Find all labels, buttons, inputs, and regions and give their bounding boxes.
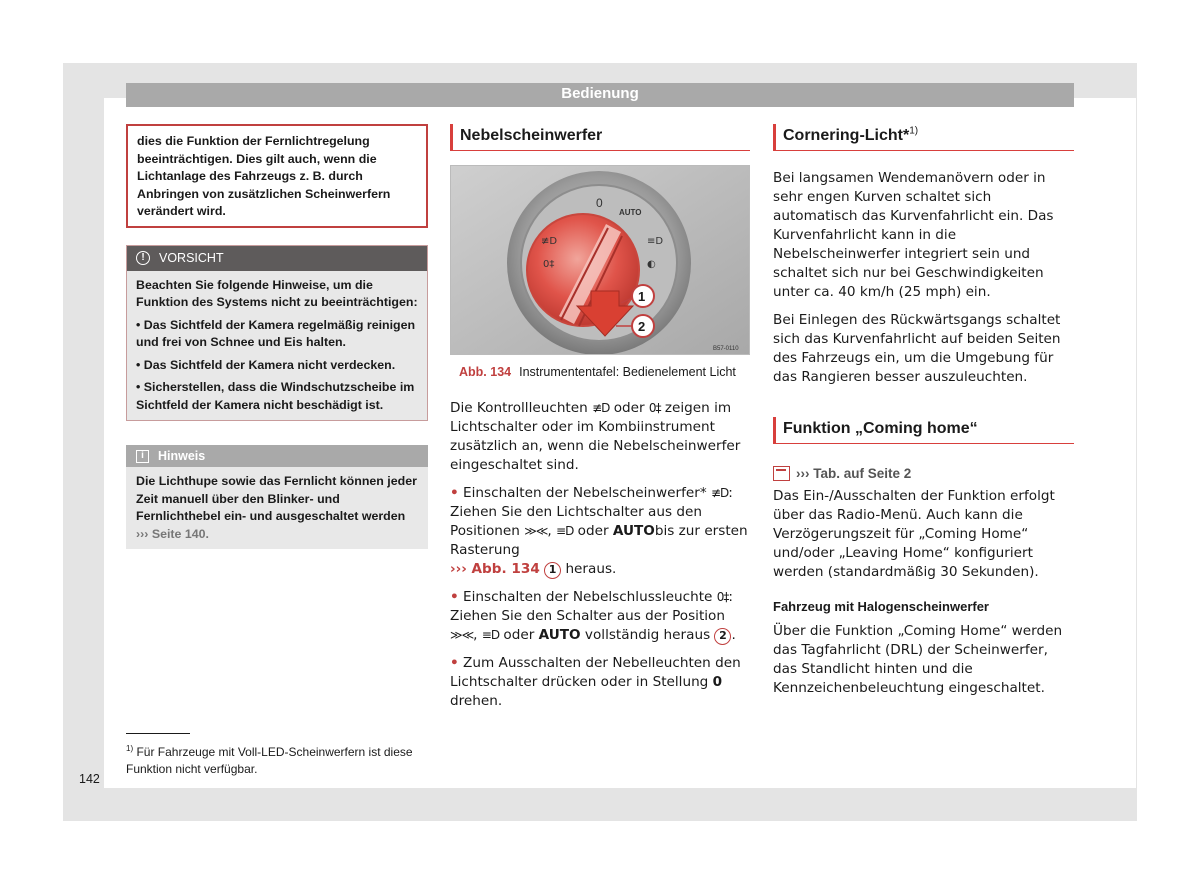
column-right	[773, 124, 1074, 707]
footnote-marker: 1)	[909, 125, 919, 137]
text-run: oder	[609, 400, 649, 416]
table-ref-text: ››› Tab. auf Seite 2	[796, 466, 912, 481]
column-middle	[450, 124, 750, 720]
bullet-icon: •	[450, 589, 459, 605]
caution-body	[127, 271, 427, 421]
bullet-icon: •	[450, 655, 459, 671]
figure-ref-link[interactable]: ››› Abb. 134	[450, 561, 540, 577]
page-number: 142	[79, 772, 100, 786]
text-run: bis zur ersten Rasterung	[450, 523, 748, 558]
text-run: zeigen im Lichtschalter oder im Kombiinstrument zusätzlich an, wenn die Nebelscheinwerfer eingeschaltet sind.	[450, 400, 741, 473]
caption-text: Instrumententafel: Bedienelement Licht	[519, 365, 736, 379]
callout-one-label: 1	[638, 289, 646, 304]
figure-light-switch	[450, 165, 750, 355]
text-run: Einschalten der Nebelschlussleuchte	[463, 589, 717, 605]
footnote-rule	[126, 733, 190, 734]
bullet-fog-off	[450, 654, 750, 711]
text-run: Die Kontrollleuchten	[450, 400, 593, 416]
parking-light-symbol: ◐	[647, 259, 656, 270]
fog-light-icon: ≢D	[592, 401, 610, 415]
text-run: ,	[473, 627, 482, 643]
text-run: oder	[573, 523, 613, 539]
low-beam-symbol: ≡D	[647, 236, 664, 247]
fog-lights-text	[450, 399, 750, 711]
callout-ref-one: 1	[544, 562, 561, 579]
rear-fog-light-icon: 0‡	[648, 401, 661, 415]
caution-title: VORSICHT	[159, 251, 224, 266]
figure-caption	[450, 364, 750, 381]
warning-continuation: dies die Funktion der Fernlichtregelung beeinträchtigen. Dies gilt auch, wenn die Lichtanlage des Fahrzeugs z. B. durch Anbringen von zusätzlichen Scheinwerfern verändert wird.	[126, 124, 428, 228]
caution-item: • Das Sichtfeld der Kamera regelmäßig reinigen und frei von Schnee und Eis halten.	[136, 317, 416, 350]
low-beam-icon: ≡D	[481, 628, 500, 642]
fog-light-icon: ≢D	[710, 486, 729, 500]
figure-code: B57-0110	[713, 346, 739, 352]
cornering-heading-text: Cornering-Licht*	[783, 127, 910, 144]
low-beam-icon: ≡D	[556, 524, 574, 538]
auto-position-label: AUTO	[612, 523, 655, 539]
bullet-rear-fog-on	[450, 588, 750, 645]
note-body	[126, 467, 428, 549]
caution-box	[126, 245, 428, 422]
text-run: oder	[499, 627, 539, 643]
note-text: Die Lichthupe sowie das Fernlicht können jeder Zeit manuell über den Blinker- und Fernlichthebel ein- und ausgeschaltet werden	[136, 474, 417, 524]
position-zero-label: 0	[596, 196, 603, 210]
text-run: heraus.	[561, 561, 617, 577]
parking-light-icon: ≫≪	[524, 524, 548, 538]
exclamation-icon: !	[136, 251, 150, 265]
text-run: .	[731, 627, 736, 643]
section-heading-fog-lights: Nebelscheinwerfer	[450, 124, 750, 151]
table-icon	[773, 466, 790, 481]
paragraph: Bei langsamen Wendemanövern oder in sehr engen Kurven schaltet sich automatisch das Kurvenfahrlicht ein. Das Kurvenfahrlicht kann in die Nebelscheinwerfer integriert sein und schaltet sich nur bei Geschwindigkeiten unter ca. 40 km/h (25 mph) ein.	[773, 170, 1054, 300]
note-title: Hinweis	[158, 449, 206, 464]
callout-two-label: 2	[638, 319, 646, 334]
paragraph-indicator-lights	[450, 399, 750, 475]
text-run: : Ziehen Sie den Schalter aus der Position	[450, 589, 733, 624]
header-bar	[126, 83, 1074, 107]
fog-light-symbol: ≢D	[541, 236, 558, 247]
note-header	[126, 445, 428, 467]
text-run: : Ziehen Sie den Lichtschalter aus den Positionen	[450, 485, 733, 539]
paragraph: Das Ein-/Ausschalten der Funktion erfolgt über das Radio-Menü. Auch kann die Verzögerungszeit für „Coming Home“ und/oder „Leaving Home“ konfiguriert werden (standardmäßig 30 Sekunden).	[773, 488, 1055, 580]
text-run: drehen.	[450, 693, 503, 709]
caution-intro: Beachten Sie folgende Hinweise, um die Funktion des Systems nicht zu beeinträchtigen:	[136, 277, 418, 310]
note-box	[126, 445, 428, 549]
parking-light-icon: ≫≪	[450, 628, 474, 642]
text-run: ,	[547, 523, 557, 539]
text-run: vollständig heraus	[580, 627, 715, 643]
bullet-fog-on	[450, 484, 750, 579]
paragraph: Bei Einlegen des Rückwärtsgangs schaltet sich das Kurvenfahrlicht auf beiden Seiten des Fahrzeugs ein, um die Umgebung für das Rangieren besser auszuleuchten.	[773, 312, 1061, 385]
caution-item: • Das Sichtfeld der Kamera nicht verdecken.	[136, 357, 396, 372]
auto-position-label: AUTO	[538, 627, 581, 643]
footnote-marker: 1)	[126, 744, 134, 753]
footnote-text: Für Fahrzeuge mit Voll-LED-Scheinwerfern ist diese Funktion nicht verfügbar.	[126, 745, 413, 776]
caution-item: • Sicherstellen, dass die Windschutzscheibe im Sichtfeld der Kamera nicht beschädigt ist.	[136, 380, 415, 412]
light-switch-illustration	[451, 166, 750, 355]
cornering-light-text	[773, 169, 1074, 387]
header-title: Bedienung	[561, 85, 639, 102]
callout-ref-two: 2	[714, 628, 731, 645]
bullet-icon: •	[450, 485, 459, 501]
info-icon: i	[136, 450, 149, 463]
coming-home-text	[773, 487, 1074, 698]
subheading-halogen: Fahrzeug mit Halogenscheinwerfer	[773, 599, 989, 614]
caution-header	[127, 246, 427, 271]
column-left	[126, 124, 428, 549]
footnote	[126, 744, 430, 778]
note-page-link[interactable]: ››› Seite 140.	[136, 526, 209, 541]
caption-label: Abb. 134	[459, 365, 512, 379]
rear-fog-symbol: 0‡	[543, 259, 555, 270]
section-heading-cornering-light	[773, 124, 1074, 151]
text-run: Einschalten der Nebelscheinwerfer*	[463, 485, 711, 501]
table-ref-link[interactable]	[773, 466, 1074, 481]
zero-position-label: 0	[712, 674, 723, 690]
rear-fog-light-icon: 0‡	[716, 590, 729, 604]
text-run: Zum Ausschalten der Nebelleuchten den Lichtschalter drücken oder in Stellung	[450, 655, 741, 690]
position-auto-label: AUTO	[619, 208, 642, 217]
section-heading-coming-home: Funktion „Coming home“	[773, 417, 1074, 444]
paragraph: Über die Funktion „Coming Home“ werden das Tagfahrlicht (DRL) der Scheinwerfer, das Standlicht hinten und die Kennzeichenbeleuchtung eingeschaltet.	[773, 623, 1063, 696]
